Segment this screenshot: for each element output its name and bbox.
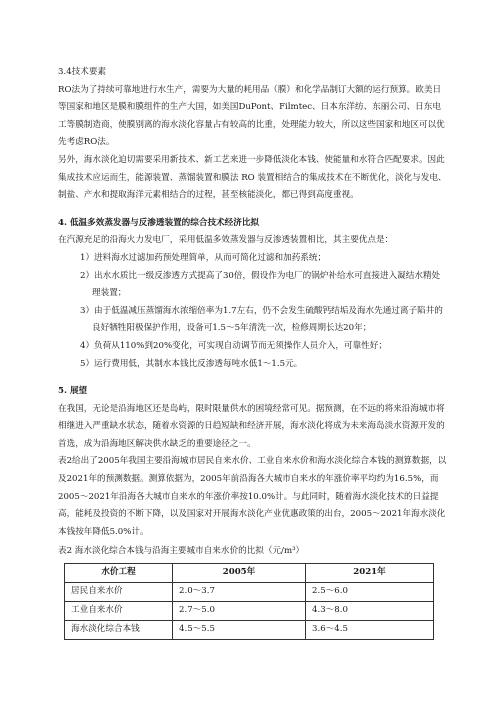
advantage-item-3: 3）由于低温减压蒸馏海水浓缩倍率为1.7左右，仍不会发生硫酸钙结垢及海水先通过离子陷井的良好牺牲阳极保护作用，设备可1.5～5年清洗一次，检修周期长达20年； <box>80 305 443 334</box>
table-row <box>65 602 434 621</box>
section-4-title: 4. 低温多效蒸发器与反渗透装置的综合技术经济比拟 <box>58 217 260 228</box>
table-cell: 2.5～6.0 <box>306 583 434 602</box>
table-header-row <box>65 564 434 583</box>
section-5-paragraph-2: 表2给出了2005年我国主要沿海城市居民自来水价、工业自来水价和海水淡化综合本钱的测算数据，以及2021年的预测数据。测算依据为，2005年前沿海各大城市自来水的年涨价率平均约为16.5%，而2005～2021年沿海各大城市自来水的年涨价率按10.0%计。与此同时，随着海水淡化技术的日益提高，能耗及投资的不断下降，以及国家对开展海水淡化产业优惠政策的出台，2005～2021年海水淡化本钱按年降低5.0%计。 <box>58 456 447 537</box>
table-cell: 2.0～3.7 <box>173 583 306 602</box>
table-row <box>65 621 434 640</box>
advantages-list <box>58 250 448 373</box>
table-row <box>65 583 434 602</box>
table-cell: 4.5～5.5 <box>173 621 306 640</box>
advantage-item-5: 5）运行费用低，其制水本钱比反渗透每吨水低1～1.5元。 <box>80 358 303 369</box>
table-header-cell: 2005年 <box>173 564 306 583</box>
table-header-cell: 水价工程 <box>65 564 173 583</box>
table-caption: 表2 海水淡化综合本钱与沿海主要城市自来水价的比拟（元/m³） <box>58 546 305 557</box>
section-3-4-title: 3.4技术要素 <box>58 67 107 77</box>
table-cell: 3.6～4.5 <box>306 621 434 640</box>
price-comparison-table <box>64 563 434 640</box>
table-header-cell: 2021年 <box>306 564 434 583</box>
advantage-item-1: 1）进料海水过滤加药预处理简单，从而可简化过滤和加药系统； <box>80 252 327 263</box>
section-3-4-paragraph-1: RO法为了持续可靠地进行水生产，需要为大量的耗用品（膜）和化学品制订大额的运行预算。欧美日等国家和地区是膜和膜组件的生产大国，如美国DuPont、Filmtec、日本东洋纺、东丽公司、日东电工等膜制造商，使膜别离的海水淡化容量占有较高的比重，处理能力较大，所以这些国家和地区可以优先考虑RO法。 <box>58 84 445 148</box>
table-cell: 居民自来水价 <box>65 583 173 602</box>
section-3-4-paragraph-2: 另外，海水淡化迫切需要采用新技术、新工艺来进一步降低淡化本钱、使能量和水符合匹配要求。因此集成技术应运而生，能源装置、蒸馏装置和膜法 RO 装置相结合的集成技术在不断优化，淡化与发电、制盐、产水和提取海洋元素相结合的过程，甚至核能淡化，都已得到高度重视。 <box>58 154 447 201</box>
table-cell: 海水淡化综合本钱 <box>65 621 173 640</box>
table-cell: 工业自来水价 <box>65 602 173 621</box>
section-5-title: 5. 展望 <box>58 386 88 397</box>
advantage-item-4: 4）负荷从110%到20%变化，可实现自动调节而无须操作人员介入，可靠性好； <box>80 340 387 351</box>
section-4-intro: 在汽源充足的沿海火力发电厂，采用低温多效蒸发器与反渗透装置相比，其主要优点是： <box>58 235 394 246</box>
document-body <box>58 64 448 640</box>
advantage-item-2: 2）出水水质比一级反渗透方式提高了30倍，假设作为电厂的锅炉补给水可直接进入凝结水精处理装置； <box>80 270 441 299</box>
table-cell: 4.3～8.0 <box>306 602 434 621</box>
section-5-paragraph-1: 在我国，无论是沿海地区还是岛屿，限时限量供水的困境经常可见。据预测，在不远的将来沿海城市将相继进入严重缺水状态，随着水资源的日趋短缺和经济开展，海水淡化将成为未来海岛淡水资源开发的首选，成为沿海地区解决供水缺乏的重要途径之一。 <box>58 403 445 449</box>
table-cell: 2.7～5.0 <box>173 602 306 621</box>
